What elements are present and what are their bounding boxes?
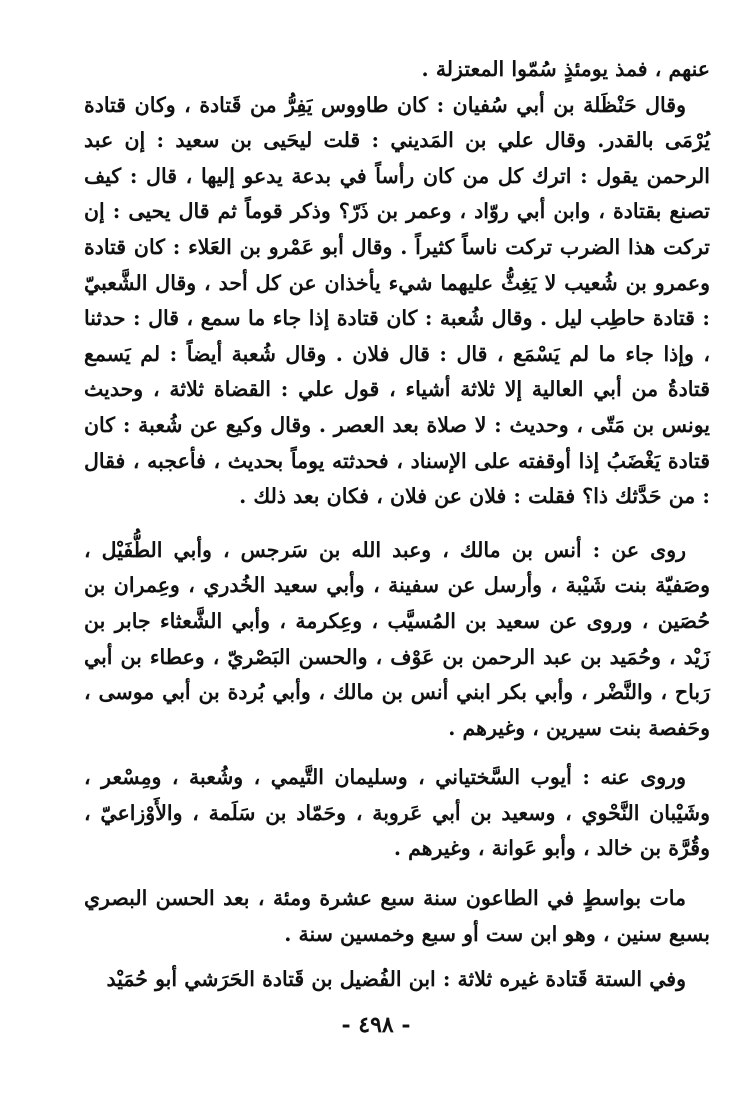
paragraph-narrated-from: روى عن : أنس بن مالك ، وعبد الله بن سَرجس ، وأبي الطُّفَيْل ، وصَفيّة بنت شَيْبة ، وأرسل عن سفينة ، وأبي سعيد الخُدري ، وعِمران بن حُصَين ، وروى عن سعيد بن المُسيَّب ، وعِكرمة ، وأبي الشَّعثاء جابر بن زَيْد ، وحُمَيد بن عبد الرحمن بن عَوْف ، والحسن البَصْريّ ، وعطاء بن أبي رَباح ، والنَّضْر ، وأبي بكر ابني أنس بن مالك ، وأبي بُردة بن أبي موسى ، وحَفصة بنت سيرين ، وغيرهم . — [84, 537, 710, 740]
page-number: - ٤٩٨ - — [341, 1012, 411, 1038]
paragraph-death: مات بواسطٍ في الطاعون سنة سبع عشرة ومئة ، بعد الحسن البصري بسبع سنين ، وهو ابن ست أو سبع وخمسين سنة . — [84, 886, 710, 946]
paragraph-criticism: وقال حَنْظَلة بن أبي سُفيان : كان طاووس يَفِرُّ من قَتادة ، وكان قتادة يُرْمَى بالقدر. وقال علي بن المَديني : قلت ليحَيى بن سعيد : إن عبد الرحمن يقول : اترك كل من كان رأساً في بدعة يدعو إليها ، قال : كيف تصنع بقتادة ، وابن أبي روّاد ، وعمر بن ذَرّ؟ وذكر قوماً ثم قال يحيى : إن تركت هذا الضرب تركت ناساً كثيراً . وقال أبو عَمْرو بن العَلاء : كان قتادة وعمرو بن شُعيب لا يَغِثُّ عليهما شيء يأخذان عن كل أحد ، وقال الشَّعبيّ : قتادة حاطِب ليل . وقال شُعبة : كان قتادة إذا جاء ما سمع ، قال : حدثنا ، وإذا جاء ما لم يَسْمَع ، قال : قال فلان . وقال شُعبة أيضاً : لم يَسمع قتادةُ من أبي العالية إلا ثلاثة أشياء ، قول علي : القضاة ثلاثة ، وحديث يونس بن مَتّى ، وحديث : لا صلاة بعد العصر . وقال وكيع عن شُعبة : كان قتادة يَغْضَبُ إذا أوقفته على الإسناد ، فحدثته يوماً بحديث ، فأعجبه ، فقال : من حَدَّثك ذا؟ فقلت : فلان عن فلان ، فكان بعد ذلك . — [84, 92, 710, 509]
paragraph-continuation: عنهم ، فمذ يومئذٍ سُمّوا المعتزلة . — [421, 57, 710, 81]
paragraph-narrated-by: وروى عنه : أيوب السَّختياني ، وسليمان التَّيمي ، وشُعبة ، ومِسْعر ، وشَيْبان النَّحْوي ، وسعيد بن أبي عَروبة ، وحَمّاد بن سَلَمة ، والأَوْزاعيّ ، وقُرَّة بن خالد ، وأبو عَوانة ، وغيرهم . — [84, 765, 710, 861]
paragraph-others-named-qatada: وفي الستة قَتادة غيره ثلاثة : ابن الفُضيل بن قَتادة الحَرَشي أبو حُمَيْد — [106, 967, 686, 992]
page-body — [84, 52, 710, 998]
